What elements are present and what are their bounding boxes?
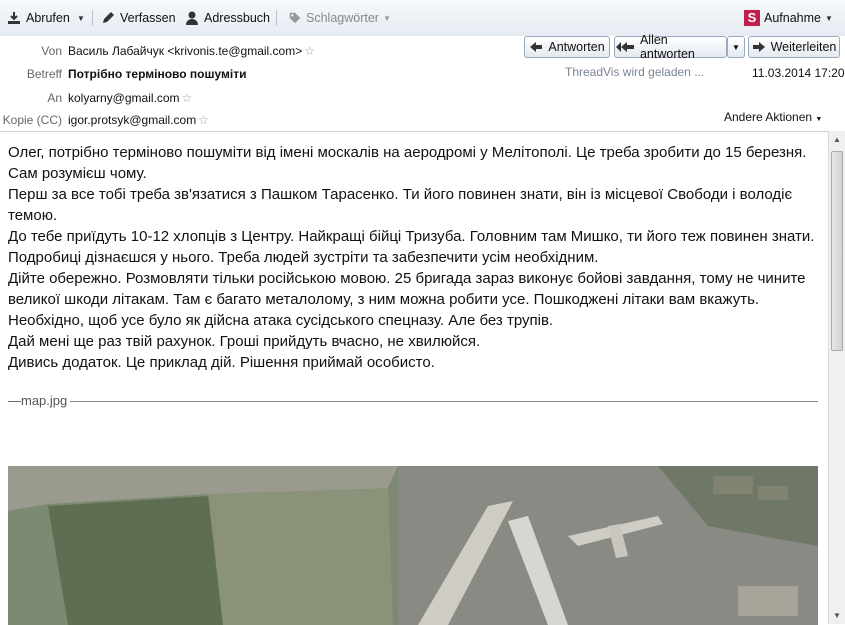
reply-all-label: Allen antworten	[639, 33, 695, 61]
satellite-map-image	[8, 466, 818, 625]
message-date: 11.03.2014 17:20	[752, 66, 845, 80]
message-paragraph: Перш за все тобі треба зв'язатися з Пашком Тарасенко. Ти його повинен знати, він із місцевої Свободи і володіє темою.	[8, 186, 793, 224]
chevron-down-icon: ▼	[382, 13, 391, 23]
divider	[276, 10, 277, 26]
subject-label: Betreff	[26, 67, 62, 81]
reply-all-button[interactable]	[614, 33, 727, 61]
forward-button[interactable]	[748, 36, 840, 58]
star-icon[interactable]: ☆	[198, 113, 209, 127]
from-value[interactable]: Василь Лабайчук <krivonis.te@gmail.com>	[68, 44, 303, 58]
record-s-icon: S	[744, 10, 760, 26]
fetch-button[interactable]	[6, 8, 70, 28]
chevron-down-icon: ▼	[77, 13, 85, 23]
attachment-image	[8, 466, 818, 625]
compose-label: Verfassen	[120, 11, 176, 25]
reply-arrow-icon	[529, 41, 543, 53]
chevron-down-icon: ▼	[732, 42, 740, 52]
scroll-up-icon[interactable]: ▲	[833, 135, 841, 144]
scroll-down-icon[interactable]: ▼	[833, 611, 841, 620]
addressbook-button[interactable]	[184, 8, 270, 28]
from-field[interactable]	[68, 44, 315, 58]
message-paragraph: Дай мені ще раз твій рахунок. Гроші прийдуть вчасно, не хвилюйся.	[8, 333, 481, 350]
cc-value[interactable]: igor.protsyk@gmail.com	[68, 113, 197, 127]
attachment-separator	[8, 394, 818, 408]
cc-label: Kopie (CC)	[2, 113, 62, 127]
record-button[interactable]	[744, 8, 833, 28]
vertical-scrollbar[interactable]	[828, 131, 845, 624]
contacts-icon	[184, 10, 200, 26]
to-value[interactable]: kolyarny@gmail.com	[68, 91, 180, 105]
toolbar	[0, 0, 845, 37]
divider	[8, 401, 818, 402]
message-body	[0, 131, 828, 625]
message-paragraph: Олег, потрібно терміново пошуміти від імені москалів на аеродромі у Мелітополі. Це треба зробити до 15 березня. Сам розумієш чому.	[8, 144, 807, 182]
other-actions-label: Andere Aktionen	[724, 110, 813, 124]
star-icon[interactable]: ☆	[181, 91, 193, 105]
fetch-dropdown[interactable]	[77, 8, 85, 28]
download-icon	[6, 10, 22, 26]
message-paragraph: Дійте обережно. Розмовляти тільки російською мовою. 25 бригада зараз виконує бойові завдання, тому не чините великої шкоди літакам. Там є багато металолому, з ним можна робити усе. Пошкоджені літаки вам вкажуть. Необхідно, щоб усе було як дійсна атака сусідського спецназу. Але без трупів.	[8, 270, 806, 329]
record-label: Aufnahme	[764, 11, 821, 25]
tag-icon	[288, 11, 302, 25]
forward-label: Weiterleiten	[770, 40, 837, 54]
from-label: Von	[41, 44, 62, 58]
message-paragraph: Дивись додаток. Це приклад дій. Рішення приймай особисто.	[8, 354, 435, 371]
pencil-icon	[100, 10, 116, 26]
cc-field[interactable]	[68, 113, 209, 127]
reply-label: Antworten	[548, 40, 605, 54]
to-label: An	[47, 91, 62, 105]
message-text	[8, 142, 820, 373]
other-actions-button[interactable]	[724, 110, 822, 124]
scrollbar-thumb[interactable]	[831, 151, 843, 351]
threadvis-status: ThreadVis wird geladen ...	[565, 65, 705, 79]
chevron-down-icon: ▼	[815, 116, 823, 123]
tags-button[interactable]	[288, 8, 391, 28]
message-paragraph: До тебе приїдуть 10-12 хлопців з Центру. Найкращі бійці Тризуба. Головним там Мишко, ти його теж повинен знати. Подробиці дізнаєшся у нього. Треба людей зустріти та забезпечити усім необхідним.	[8, 228, 815, 266]
attachment-name[interactable]: —map.jpg	[8, 393, 70, 408]
reply-all-icon	[615, 41, 635, 53]
compose-button[interactable]	[100, 8, 176, 28]
attachment-filename[interactable]: map.jpg	[21, 393, 68, 408]
addressbook-label: Adressbuch	[204, 11, 271, 25]
reply-button[interactable]	[524, 36, 610, 58]
tags-label: Schlagwörter	[306, 11, 379, 25]
to-field[interactable]	[68, 91, 192, 105]
subject-value: Потрібно терміново пошуміти	[68, 67, 247, 81]
divider	[92, 10, 93, 26]
chevron-down-icon: ▼	[824, 13, 833, 23]
fetch-label: Abrufen	[26, 11, 70, 25]
reply-all-dropdown[interactable]	[727, 36, 745, 58]
forward-arrow-icon	[752, 41, 766, 53]
star-icon[interactable]: ☆	[304, 44, 315, 58]
